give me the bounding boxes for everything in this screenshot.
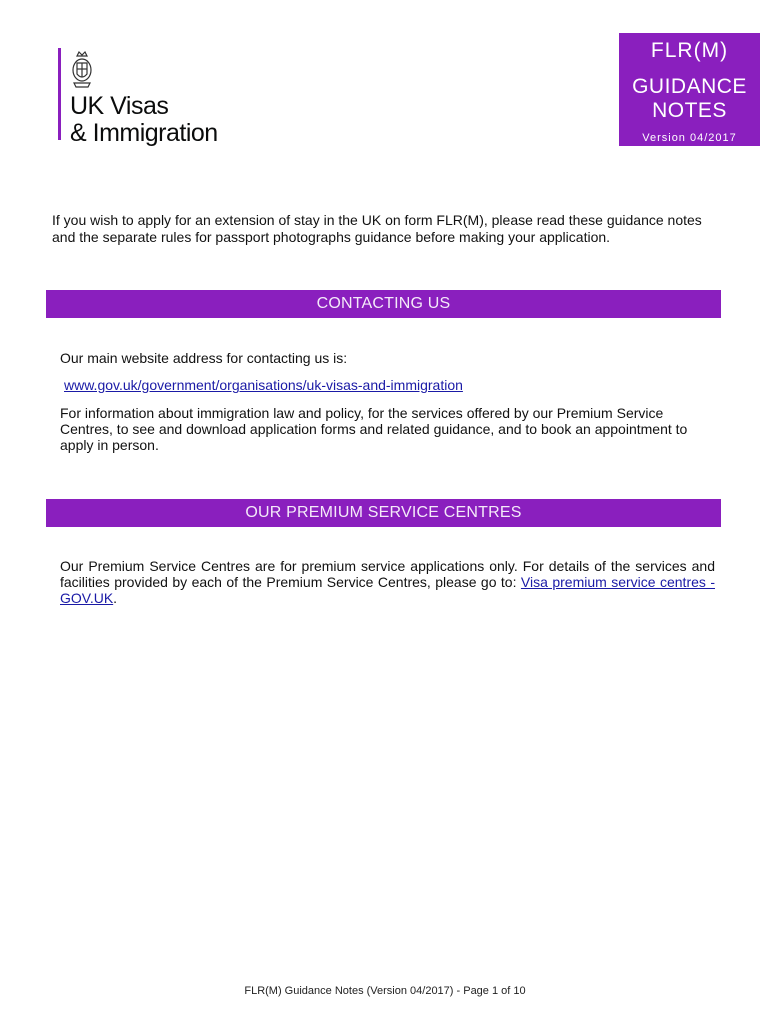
section-heading-contacting-us: CONTACTING US	[46, 290, 721, 318]
document-title	[619, 75, 760, 123]
logo-line-immigration: & Immigration	[70, 119, 218, 147]
ukvi-website-link[interactable]: www.gov.uk/government/organisations/uk-visas-and-immigration	[64, 377, 463, 393]
intro-paragraph: If you wish to apply for an extension of stay in the UK on form FLR(M), please read these guidance notes and the separate rules for passport photographs guidance before making your application.	[52, 212, 702, 245]
premium-centres-paragraph	[60, 558, 715, 606]
contact-info-paragraph: For information about immigration law and policy, for the services offered by our Premium Service Centres, to see and download application forms and related guidance, and to book an appointment to apply in person.	[60, 405, 688, 453]
version-label: Version 04/2017	[642, 132, 737, 144]
page-footer: FLR(M) Guidance Notes (Version 04/2017) - Page 1 of 10	[244, 985, 526, 997]
form-code: FLR(M)	[650, 39, 729, 62]
document-title-line2: NOTES	[652, 99, 727, 122]
logo-line-uk-visas: UK Visas	[70, 92, 169, 120]
premium-text-after-link: .	[113, 590, 118, 606]
royal-coat-of-arms-icon	[70, 50, 94, 90]
document-title-line1: GUIDANCE	[632, 75, 747, 98]
section-heading-premium-centres: OUR PREMIUM SERVICE CENTRES	[46, 499, 721, 527]
website-link-paragraph	[64, 377, 719, 393]
logo-accent-bar	[58, 48, 61, 140]
premium-service-centres-link[interactable]: Visa premium service centres - GOV.UK	[60, 574, 715, 606]
website-intro-text: Our main website address for contacting us is:	[60, 350, 348, 366]
premium-text-before-link: Our Premium Service Centres are for premium service applications only. For details of the services and facilities provided by each of the Premium Service Centres, please go to:	[60, 558, 715, 590]
form-title-box	[619, 33, 760, 146]
